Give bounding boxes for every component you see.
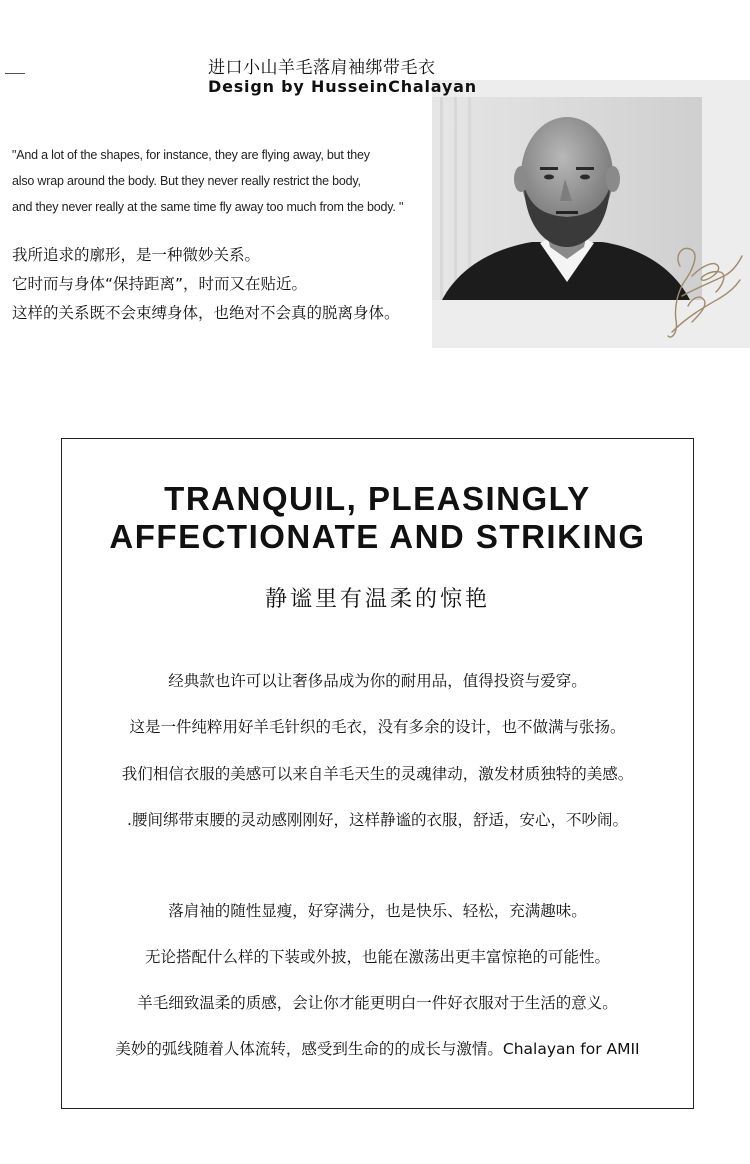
designer-signature-image [662, 236, 750, 346]
feature-subheading: 静谧里有温柔的惊艳 [264, 587, 490, 612]
description-paragraph: 经典款也许可以让奢侈品成为你的耐用品，值得投资与爱穿。 [168, 672, 587, 690]
description-paragraph: 这是一件纯粹用好羊毛针织的毛衣，没有多余的设计，也不做满与张扬。 [129, 718, 626, 736]
decorative-rule-left [5, 73, 25, 74]
translation-line: 这样的关系既不会束缚身体，也绝对不会真的脱离身体。 [12, 304, 400, 322]
description-paragraph: 落肩袖的随性显瘦，好穿满分，也是快乐、轻松，充满趣味。 [168, 902, 587, 920]
translation-line: 它时而与身体“保持距离”，时而又在贴近。 [12, 275, 308, 293]
description-paragraph: 羊毛细致温柔的质感，会让你才能更明白一件好衣服对于生活的意义。 [137, 994, 618, 1012]
translation-line: 我所追求的廓形，是一种微妙关系。 [12, 246, 261, 264]
quote-translation [12, 241, 400, 328]
designer-quote [12, 142, 482, 220]
designer-credit: Design by HusseinChalayan [208, 77, 477, 96]
description-paragraph: .腰间绑带束腰的灵动感刚刚好，这样静谧的衣服，舒适，安心，不吵闹。 [127, 811, 628, 829]
feature-headline [61, 480, 694, 556]
product-title: 进口小山羊毛落肩袖绑带毛衣 [208, 58, 436, 78]
description-paragraph: 美妙的弧线随着人体流转，感受到生命的的成长与激情。Chalayan for AMII [115, 1040, 640, 1058]
quote-line: "And a lot of the shapes, for instance, they are flying away, but they [12, 148, 370, 162]
description-paragraph: 我们相信衣服的美感可以来自羊毛天生的灵魂律动，激发材质独特的美感。 [121, 765, 634, 783]
headline-line: AFFECTIONATE AND STRIKING [109, 518, 646, 555]
headline-line: TRANQUIL, PLEASINGLY [164, 480, 591, 517]
quote-line: and they never really at the same time fly away too much from the body. " [12, 200, 404, 214]
description-paragraph: 无论搭配什么样的下装或外披，也能在激荡出更丰富惊艳的可能性。 [144, 948, 610, 966]
quote-line: also wrap around the body. But they never really restrict the body, [12, 174, 361, 188]
